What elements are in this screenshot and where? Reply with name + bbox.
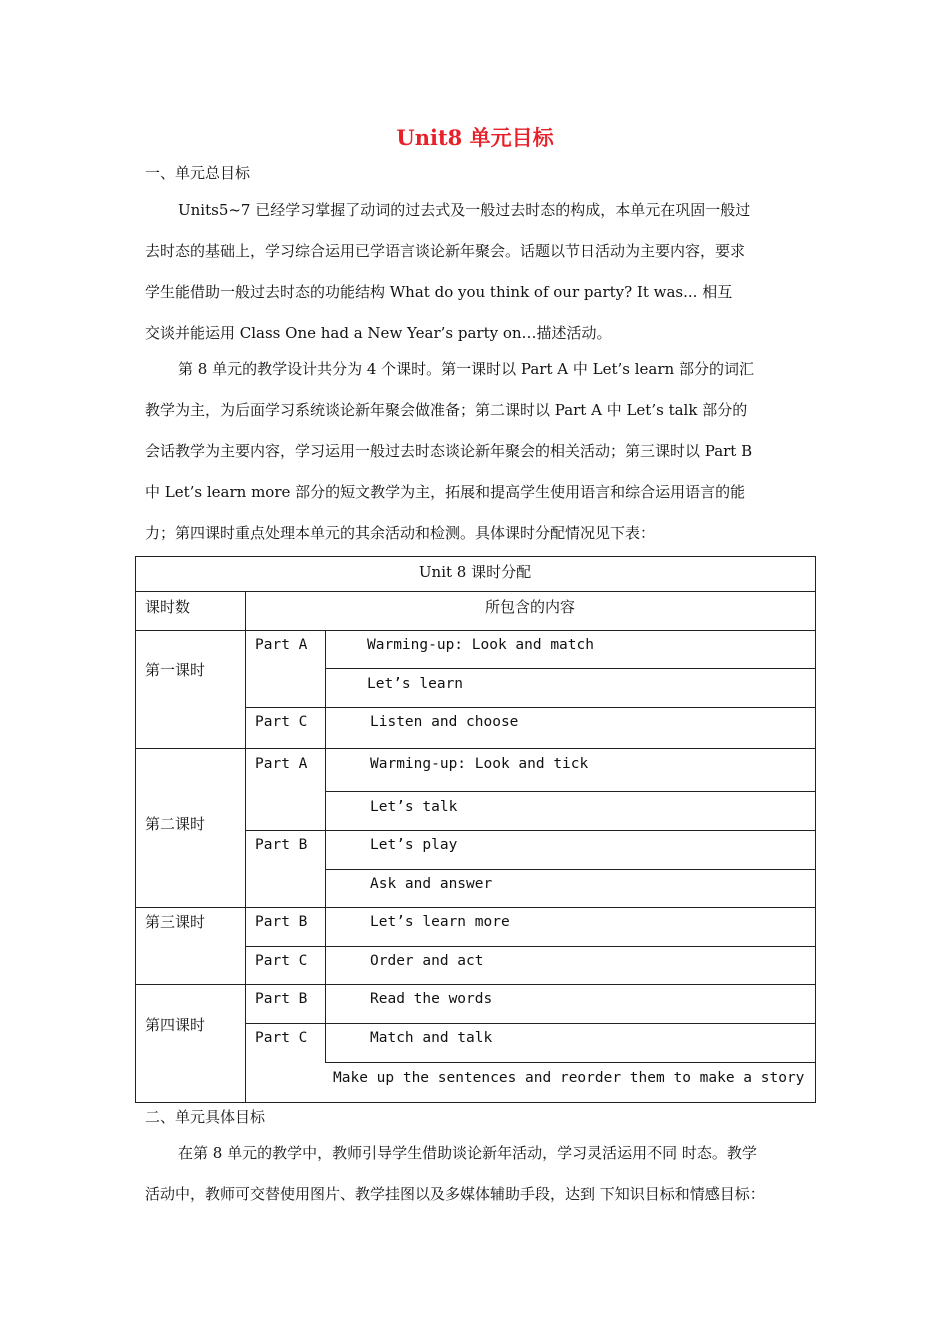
para2-line-1: 第 8 单元的教学设计共分为 4 个课时。第一课时以 Part A 中 Let’s learn 部分的词汇	[178, 360, 754, 378]
part-label: Part B	[255, 991, 308, 1007]
activity-cell: Match and talk	[370, 1030, 493, 1046]
activity-cell: Warming-up: Look and match	[367, 637, 594, 653]
part-label: Part A	[255, 637, 308, 653]
activity-cell: Listen and choose	[370, 714, 519, 730]
para2-line-3: 会话教学为主要内容，学习运用一般过去时态谈论新年聚会的相关活动；第三课时以 Part B	[145, 442, 753, 460]
activity-cell: Let’s talk	[370, 799, 458, 815]
para1-line-2: 去时态的基础上，学习综合运用已学语言谈论新年聚会。话题以节日活动为主要内容，要求	[145, 242, 746, 260]
activity-cell: Let’s learn more	[370, 914, 510, 930]
header-periods: 课时数	[145, 598, 191, 616]
period-3-label: 第三课时	[145, 913, 206, 931]
activity-cell: Read the words	[370, 991, 493, 1007]
part-label: Part B	[255, 914, 308, 930]
activity-cell: Make up the sentences and reorder them to make a story	[333, 1070, 805, 1086]
part-label: Part B	[255, 837, 308, 853]
para2-line-4: 中 Let’s learn more 部分的短文教学为主，拓展和提高学生使用语言和综合运用语言的能	[145, 483, 746, 501]
table-caption: Unit 8 课时分配	[418, 563, 532, 581]
activity-cell: Ask and answer	[370, 876, 493, 892]
activity-cell: Let’s play	[370, 837, 458, 853]
activity-cell: Warming-up: Look and tick	[370, 756, 589, 772]
section2-line-2: 活动中，教师可交替使用图片、教学挂图以及多媒体辅助手段，达到 下知识目标和情感目标：	[145, 1185, 765, 1203]
period-2-label: 第二课时	[145, 815, 206, 833]
section2-heading: 二、单元具体目标	[145, 1108, 266, 1126]
page-title: Unit8 单元目标	[396, 125, 554, 150]
period-1-label: 第一课时	[145, 661, 206, 679]
para1-line-1: Units5~7 已经学习掌握了动词的过去式及一般过去时态的构成，本单元在巩固一般过	[178, 201, 751, 219]
part-label: Part C	[255, 953, 308, 969]
para2-line-5: 力；第四课时重点处理本单元的其余活动和检测。具体课时分配情况见下表：	[145, 524, 656, 542]
activity-cell: Let’s learn	[367, 676, 464, 692]
activity-cell: Order and act	[370, 953, 484, 969]
para2-line-2: 教学为主，为后面学习系统谈论新年聚会做准备；第二课时以 Part A 中 Let’s talk 部分的	[145, 401, 748, 419]
para1-line-4: 交谈并能运用 Class One had a New Year’s party on…描述活动。	[145, 324, 612, 342]
section2-line-1: 在第 8 单元的教学中，教师引导学生借助谈论新年活动，学习灵活运用不同 时态。教学	[178, 1144, 757, 1162]
part-label: Part A	[255, 756, 308, 772]
header-content: 所包含的内容	[484, 598, 575, 616]
para1-line-3: 学生能借助一般过去时态的功能结构 What do you think of our party? It was... 相互	[145, 283, 733, 301]
part-label: Part C	[255, 714, 308, 730]
period-4-label: 第四课时	[145, 1016, 206, 1034]
section1-heading: 一、单元总目标	[145, 164, 251, 182]
part-label: Part C	[255, 1030, 308, 1046]
